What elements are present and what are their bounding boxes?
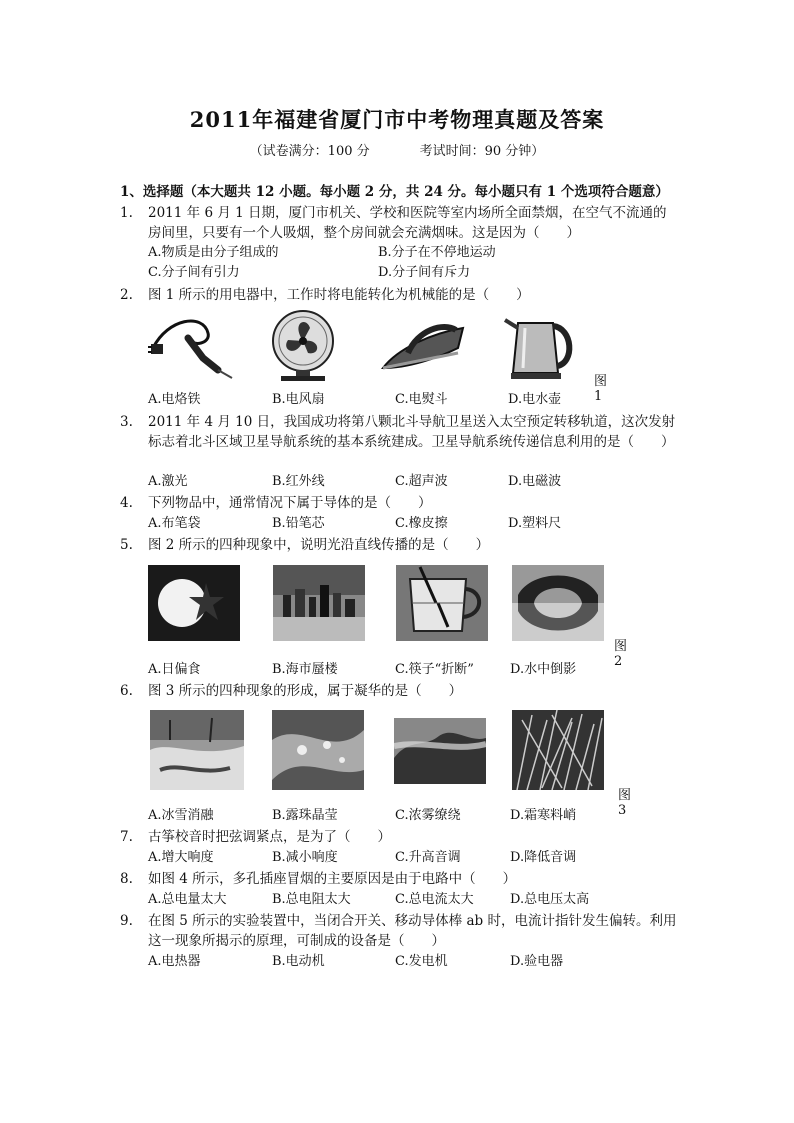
option-a: A.总电量太大 — [148, 892, 227, 907]
option-b: B.海市蜃楼 — [272, 662, 338, 677]
option-c: C.浓雾缭绕 — [395, 808, 461, 823]
option-c: C.总电流太大 — [395, 892, 474, 907]
option-b: B.露珠晶莹 — [272, 808, 338, 823]
option-c: C.升高音调 — [395, 850, 461, 865]
option-d: D.电水壶 — [508, 392, 562, 407]
electric-kettle-image — [503, 308, 578, 383]
electric-iron-image — [378, 308, 468, 383]
exam-time: 考试时间：90 分钟） — [419, 144, 545, 159]
option-d: D.总电压太高 — [510, 892, 590, 907]
option-d: D.降低音调 — [510, 850, 577, 865]
option-a: A.电烙铁 — [148, 392, 201, 407]
chopstick-cup-image — [396, 565, 488, 641]
option-b: B.电风扇 — [272, 392, 325, 407]
page-title: 2011年福建省厦门市中考物理真题及答案 — [189, 107, 605, 132]
option-d: D.霜寒料峭 — [510, 808, 577, 823]
option-d: D.水中倒影 — [510, 662, 577, 677]
option-c: C.筷子“折断” — [395, 662, 474, 677]
option-c: C.电熨斗 — [395, 392, 448, 407]
option-c: C.发电机 — [395, 954, 448, 969]
option-a: A.激光 — [148, 474, 188, 489]
exam-meta — [0, 140, 794, 159]
option-d: D.电磁波 — [508, 474, 562, 489]
option-d: D.验电器 — [510, 954, 564, 969]
option-a: A.冰雪消融 — [148, 808, 214, 823]
solar-eclipse-image — [148, 565, 240, 641]
mirage-image — [273, 565, 365, 641]
water-reflection-image — [512, 565, 604, 641]
section-heading: 1、选择题（本大题共 12 小题。每小题 2 分，共 24 分。每小题只有 1 个选项符合题意） — [120, 184, 669, 200]
option-a: A.增大响度 — [148, 850, 214, 865]
option-b: B.红外线 — [272, 474, 325, 489]
option-b: B.铅笔芯 — [272, 516, 325, 531]
option-b: B.电动机 — [272, 954, 325, 969]
question-text: 图 1 所示的用电器中，工作时将电能转化为机械能的是（ ） — [148, 287, 530, 303]
option-d: D.塑料尺 — [508, 516, 562, 531]
fog-image — [394, 718, 486, 784]
option-a: A.布笔袋 — [148, 516, 201, 531]
question-text: 如图 4 所示，多孔插座冒烟的主要原因是由于电路中（ ） — [148, 871, 517, 887]
soldering-iron-image — [148, 308, 238, 383]
option-c: C.橡皮擦 — [395, 516, 448, 531]
frost-image — [512, 710, 604, 790]
question-text: 2011 年 4 月 10 日，我国成功将第八颗北斗导航卫星送入太空预定转移轨道，这次发射标志着北斗区域卫星导航系统的基本系统建成。卫星导航系统传递信息利用的是（ ） — [148, 414, 676, 450]
question-text: 古筝校音时把弦调紧点，是为了（ ） — [148, 829, 391, 845]
full-marks: （试卷满分：100 分 — [249, 144, 370, 159]
option-d: D.分子间有斥力 — [378, 265, 471, 280]
figure-label: 图2 — [614, 639, 628, 669]
option-b: B.总电阻太大 — [272, 892, 351, 907]
option-b: B.减小响度 — [272, 850, 338, 865]
question-text: 下列物品中，通常情况下属于导体的是（ ） — [148, 495, 432, 511]
question-text: 在图 5 所示的实验装置中，当闭合开关、移动导体棒 ab 时，电流计指针发生偏转。利用这一现象所揭示的原理，可制成的设备是（ ） — [148, 913, 677, 949]
figure-label: 图3 — [618, 788, 632, 818]
option-c: C.分子间有引力 — [148, 265, 240, 280]
dewdrop-image — [272, 710, 364, 790]
option-a: A.电热器 — [148, 954, 201, 969]
option-a: A.日偏食 — [148, 662, 201, 677]
question-text: 图 3 所示的四种现象的形成，属于凝华的是（ ） — [148, 683, 463, 699]
figure-label: 图1 — [594, 374, 608, 404]
option-c: C.超声波 — [395, 474, 448, 489]
option-b: B.分子在不停地运动 — [378, 245, 496, 260]
question-text: 2011 年 6 月 1 日期，厦门市机关、学校和医院等室内场所全面禁烟，在空气不流通的房间里，只要有一个人吸烟，整个房间就会充满烟味。这是因为（ ） — [148, 205, 667, 241]
question-text: 图 2 所示的四种现象中，说明光沿直线传播的是（ ） — [148, 537, 490, 553]
option-a: A.物质是由分子组成的 — [148, 245, 279, 260]
melting-snow-image — [150, 710, 244, 790]
electric-fan-image — [266, 308, 341, 383]
